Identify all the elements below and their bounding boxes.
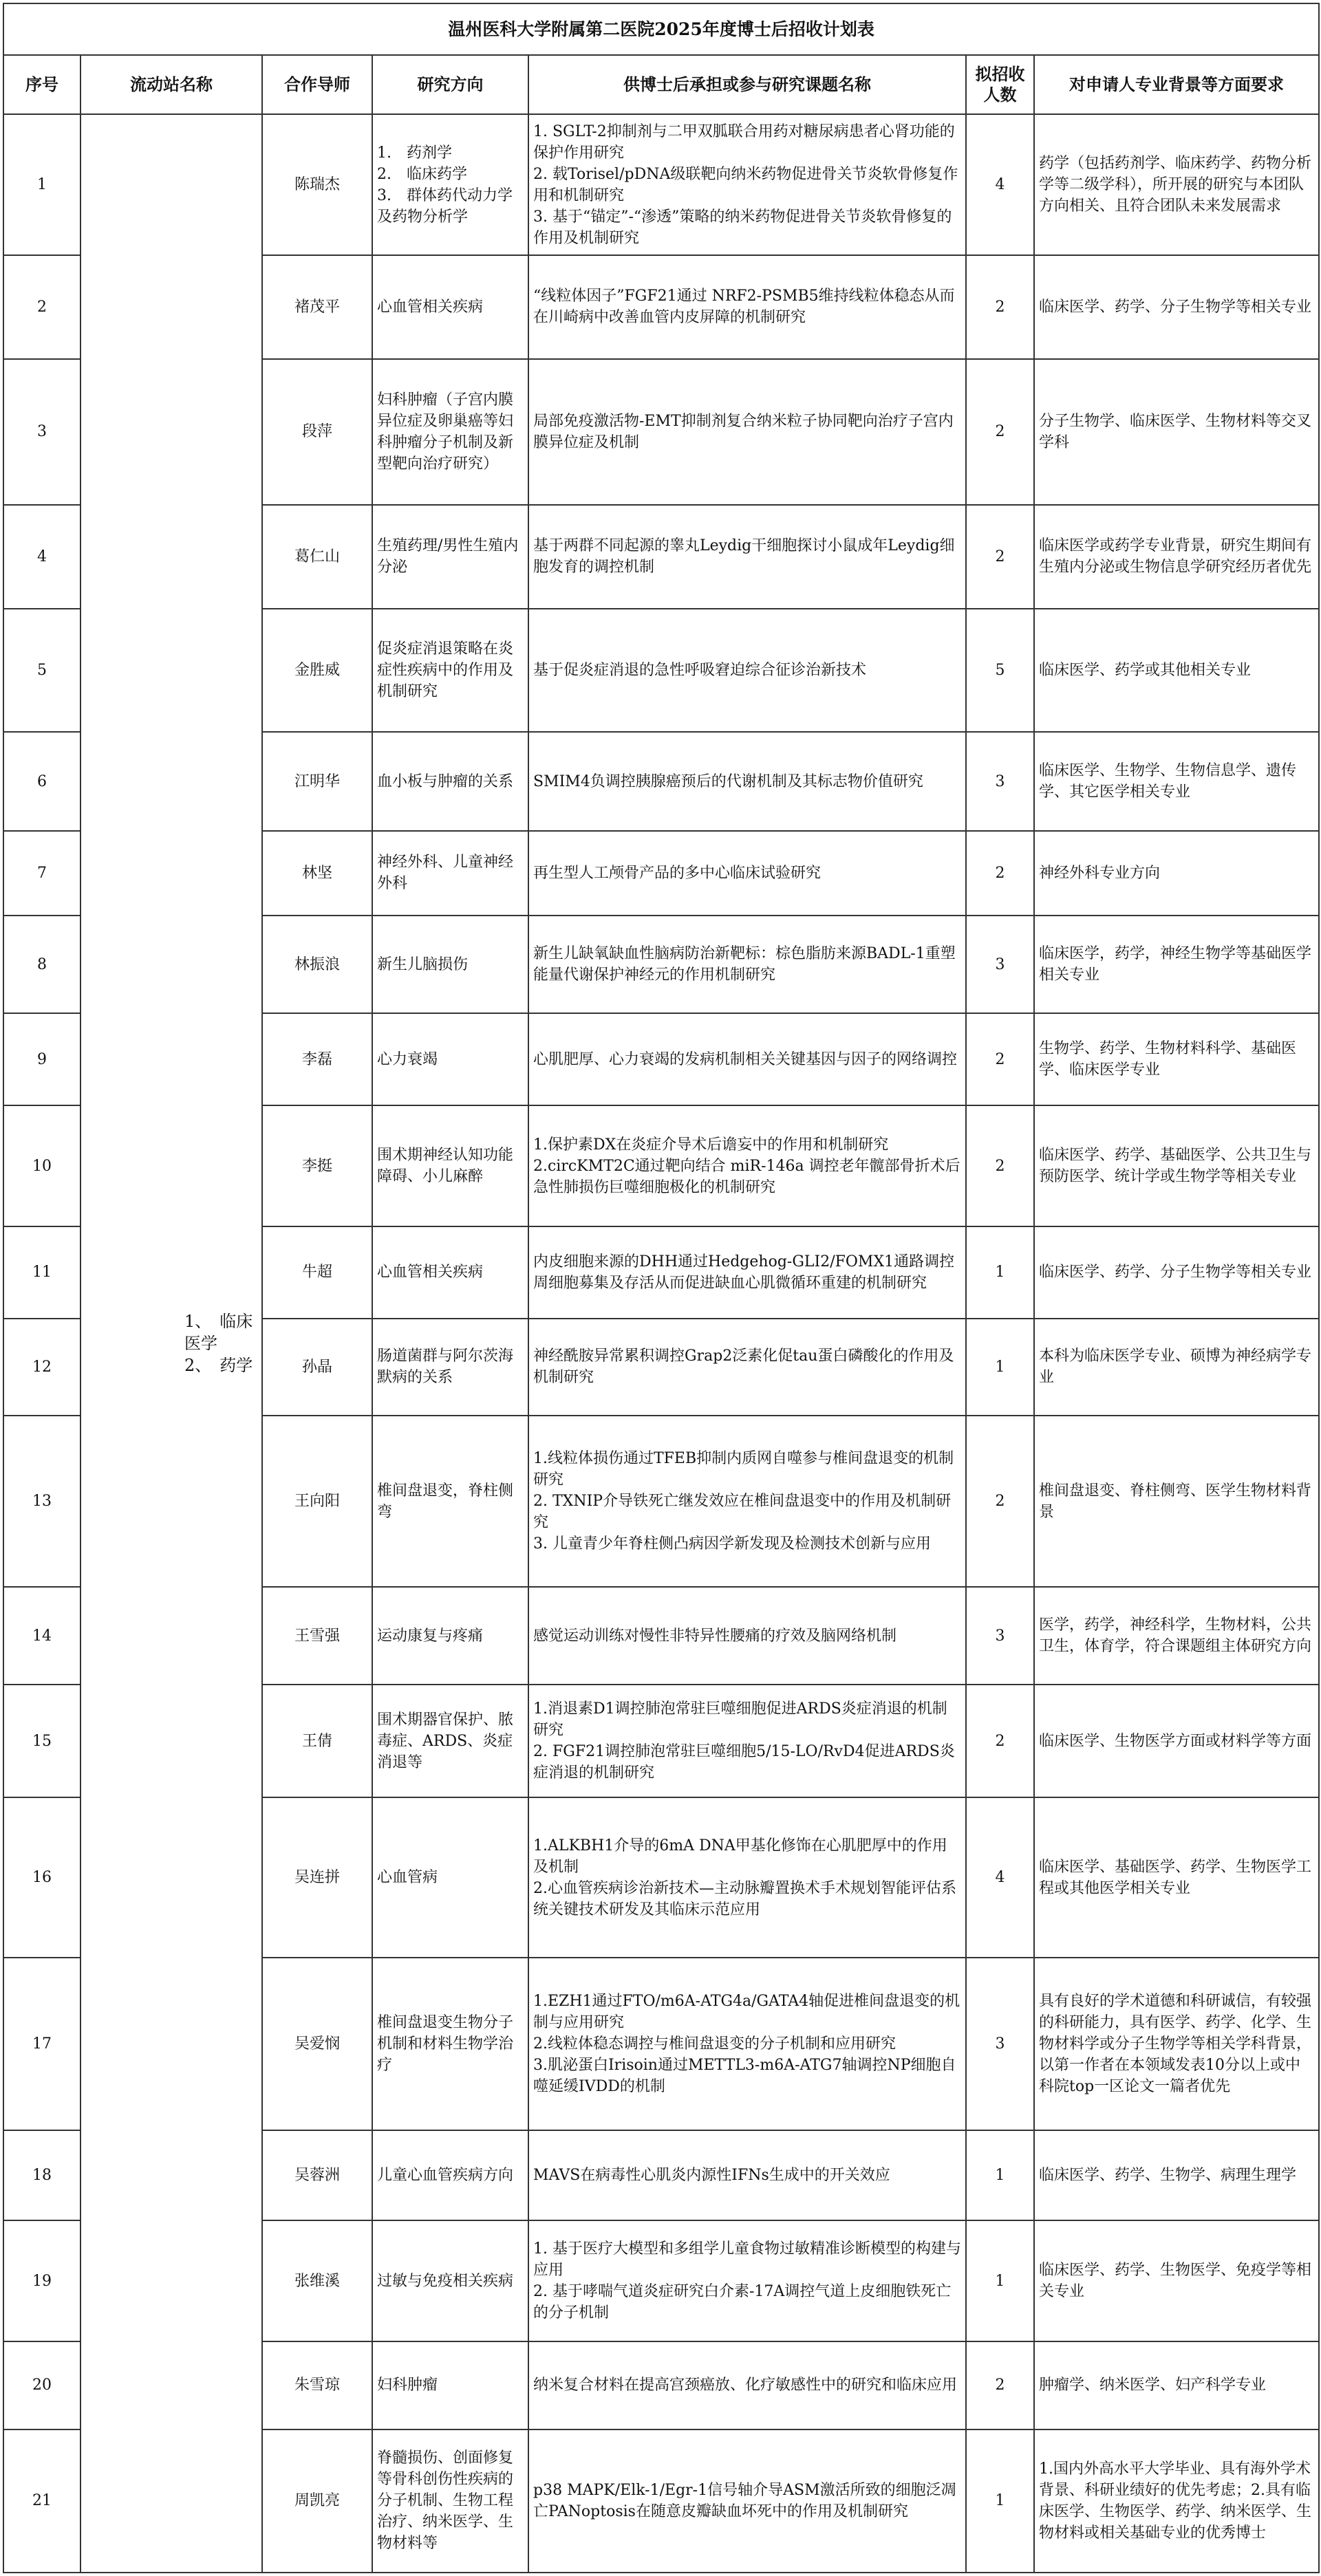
row-direction <box>372 1797 528 1957</box>
project-line: 1.消退素D1调控肺泡常驻巨噬细胞促进ARDS炎症消退的机制研究 <box>533 1700 947 1740</box>
row-seq: 5 <box>3 609 80 733</box>
row-quota: 1 <box>966 1226 1034 1319</box>
row-tutor: 褚茂平 <box>262 255 372 359</box>
row-seq: 15 <box>3 1685 80 1797</box>
row-projects <box>528 255 966 359</box>
project-line: 2. FGF21调控肺泡常驻巨噬细胞5/15-LO/RvD4促进ARDS炎症消退的机制研究 <box>533 1743 955 1782</box>
row-quota: 2 <box>966 1685 1034 1797</box>
direction-line: 脊髓损伤、创面修复等骨科创伤性疾病的分子机制、生物工程治疗、纳米医学、生物材料等 <box>377 2449 514 2553</box>
row-requirements: 临床医学、药学、生物医学、免疫学等相关专业 <box>1034 2220 1319 2341</box>
row-quota: 1 <box>966 2130 1034 2221</box>
row-requirements: 临床医学、药学、生物学、病理生理学 <box>1034 2130 1319 2221</box>
row-direction <box>372 1958 528 2130</box>
direction-line: 心血管相关疾病 <box>377 298 484 316</box>
row-projects <box>528 1226 966 1319</box>
row-seq: 10 <box>3 1105 80 1226</box>
row-seq: 19 <box>3 2220 80 2341</box>
row-direction <box>372 2130 528 2221</box>
row-seq: 21 <box>3 2429 80 2573</box>
project-line: 心肌肥厚、心力衰竭的发病机制相关关键基因与因子的网络调控 <box>533 1050 958 1068</box>
row-tutor: 吴爱悯 <box>262 1958 372 2130</box>
project-line: 1. 基于医疗大模型和多组学儿童食物过敏精准诊断模型的构建与应用 <box>533 2240 961 2280</box>
header-row <box>3 55 1319 114</box>
row-direction <box>372 1319 528 1416</box>
row-direction <box>372 1416 528 1587</box>
project-line: 1.线粒体损伤通过TFEB抑制内质网自噬参与椎间盘退变的机制研究 <box>533 1450 954 1489</box>
row-tutor: 林坚 <box>262 831 372 916</box>
row-tutor: 葛仁山 <box>262 505 372 609</box>
project-line: 局部免疫激活物-EMT抑制剂复合纳米粒子协同靶向治疗子宫内膜异位症及机制 <box>533 412 954 451</box>
row-requirements: 椎间盘退变、脊柱侧弯、医学生物材料背景 <box>1034 1416 1319 1587</box>
direction-line: 妇科肿瘤 <box>377 2377 438 2394</box>
row-direction <box>372 359 528 505</box>
project-line: 2.circKMT2C通过靶向结合 miR-146a 调控老年髋部骨折术后急性肺损伤巨噬细胞极化的机制研究 <box>533 1157 960 1196</box>
row-tutor: 林振浪 <box>262 916 372 1013</box>
row-projects <box>528 1958 966 2130</box>
project-line: 1.EZH1通过FTO/m6A-ATG4a/GATA4轴促进椎间盘退变的机制与应用研究 <box>533 1992 960 2031</box>
row-seq: 11 <box>3 1226 80 1319</box>
row-quota: 2 <box>966 1013 1034 1105</box>
row-direction <box>372 1013 528 1105</box>
row-tutor: 李挺 <box>262 1105 372 1226</box>
direction-line: 椎间盘退变生物分子机制和材料生物学治疗 <box>377 2013 514 2074</box>
row-quota: 1 <box>966 1319 1034 1416</box>
row-quota: 2 <box>966 255 1034 359</box>
direction-line: 新生儿脑损伤 <box>377 955 469 973</box>
row-tutor: 金胜威 <box>262 609 372 733</box>
row-direction <box>372 732 528 830</box>
row-seq: 2 <box>3 255 80 359</box>
project-line: 3. 儿童青少年脊柱侧凸病因学新发现及检测技术创新与应用 <box>533 1535 931 1552</box>
row-requirements: 临床医学、药学、分子生物学等相关专业 <box>1034 1226 1319 1319</box>
station-cell <box>80 114 262 2573</box>
project-line: 纳米复合材料在提高宫颈癌放、化疗敏感性中的研究和临床应用 <box>533 2377 958 2394</box>
direction-line: 心血管病 <box>377 1869 438 1886</box>
direction-line: 过敏与免疫相关疾病 <box>377 2272 514 2290</box>
row-requirements: 临床医学、生物学、生物信息学、遗传学、其它医学相关专业 <box>1034 732 1319 830</box>
direction-line: 妇科肿瘤（子宫内膜异位症及卵巢癌等妇科肿瘤分子机制及新型靶向治疗研究） <box>377 391 514 473</box>
project-line: 基于促炎症消退的急性呼吸窘迫综合征诊治新技术 <box>533 662 867 680</box>
row-requirements: 具有良好的学术道德和科研诚信，有较强的科研能力，具有医学、药学、化学、生物材料学或分子生物学等相关学科背景，以第一作者在本领域发表10分以上或中科院top一区论文一篇者优先 <box>1034 1958 1319 2130</box>
project-line: 2. 载Torisel/pDNA级联靶向纳米药物促进骨关节炎软骨修复作用和机制研究 <box>533 165 958 204</box>
header-requirements: 对申请人专业背景等方面要求 <box>1034 55 1319 114</box>
direction-line: 3. 群体药代动力学及药物分析学 <box>377 186 513 226</box>
project-line: “线粒体因子”FGF21通过 NRF2-PSMB5维持线粒体稳态从而在川崎病中改善血管内皮屏障的机制研究 <box>533 288 955 327</box>
direction-line: 生殖药理/男性生殖内分泌 <box>377 537 519 576</box>
project-line: 1. SGLT-2抑制剂与二甲双胍联合用药对糖尿病患者心肾功能的保护作用研究 <box>533 122 955 162</box>
row-projects <box>528 609 966 733</box>
row-seq: 17 <box>3 1958 80 2130</box>
row-tutor: 王雪强 <box>262 1587 372 1685</box>
row-direction <box>372 114 528 255</box>
row-tutor: 周凯亮 <box>262 2429 372 2573</box>
station-name: 1、 临床医学 <box>184 1312 253 1354</box>
row-direction <box>372 1685 528 1797</box>
row-requirements: 临床医学、药学、基础医学、公共卫生与预防医学、统计学或生物学等相关专业 <box>1034 1105 1319 1226</box>
row-seq: 1 <box>3 114 80 255</box>
row-projects <box>528 359 966 505</box>
row-seq: 4 <box>3 505 80 609</box>
row-seq: 3 <box>3 359 80 505</box>
row-projects <box>528 732 966 830</box>
project-line: 2. TXNIP介导铁死亡继发效应在椎间盘退变中的作用及机制研究 <box>533 1493 952 1531</box>
row-tutor: 吴蓉洲 <box>262 2130 372 2221</box>
project-line: 2.心血管疾病诊治新技术—主动脉瓣置换术手术规划智能评估系统关键技术研发及其临床示范应用 <box>533 1879 956 1918</box>
header-tutor: 合作导师 <box>262 55 372 114</box>
project-line: 感觉运动训练对慢性非特异性腰痛的疗效及脑网络机制 <box>533 1627 897 1645</box>
project-line: 再生型人工颅骨产品的多中心临床试验研究 <box>533 864 821 882</box>
row-projects <box>528 1013 966 1105</box>
project-line: 2.线粒体稳态调控与椎间盘退变的分子机制和应用研究 <box>533 2035 896 2053</box>
direction-line: 运动康复与疼痛 <box>377 1627 484 1645</box>
row-seq: 6 <box>3 732 80 830</box>
direction-line: 2. 临床药学 <box>377 165 467 183</box>
header-projects: 供博士后承担或参与研究课题名称 <box>528 55 966 114</box>
row-requirements: 神经外科专业方向 <box>1034 831 1319 916</box>
row-projects <box>528 2130 966 2221</box>
direction-line: 血小板与肿瘤的关系 <box>377 772 514 790</box>
header-seq: 序号 <box>3 55 80 114</box>
direction-line: 围术期神经认知功能障碍、小儿麻醉 <box>377 1147 514 1186</box>
row-seq: 8 <box>3 916 80 1013</box>
row-direction <box>372 255 528 359</box>
project-line: 1.保护素DX在炎症介导术后谵妄中的作用和机制研究 <box>533 1136 889 1154</box>
row-requirements: 本科为临床医学专业、硕博为神经病学专业 <box>1034 1319 1319 1416</box>
row-seq: 20 <box>3 2341 80 2429</box>
row-direction <box>372 2341 528 2429</box>
row-projects <box>528 1797 966 1957</box>
direction-line: 促炎症消退策略在炎症性疾病中的作用及机制研究 <box>377 640 514 701</box>
row-direction <box>372 2429 528 2573</box>
project-line: 2. 基于哮喘气道炎症研究白介素-17A调控气道上皮细胞铁死亡的分子机制 <box>533 2283 952 2322</box>
row-quota: 2 <box>966 1416 1034 1587</box>
row-projects <box>528 114 966 255</box>
header-direction: 研究方向 <box>372 55 528 114</box>
direction-line: 神经外科、儿童神经外科 <box>377 854 514 893</box>
row-quota: 5 <box>966 609 1034 733</box>
row-projects <box>528 831 966 916</box>
row-quota: 1 <box>966 2220 1034 2341</box>
row-requirements: 临床医学、基础医学、药学、生物医学工程或其他医学相关专业 <box>1034 1797 1319 1957</box>
project-line: 内皮细胞来源的DHH通过Hedgehog-GLI2/FOMX1通路调控周细胞募集及存活从而促进缺血心肌微循环重建的机制研究 <box>533 1253 955 1292</box>
row-seq: 7 <box>3 831 80 916</box>
row-tutor: 孙晶 <box>262 1319 372 1416</box>
row-requirements: 分子生物学、临床医学、生物材料等交叉学科 <box>1034 359 1319 505</box>
row-projects <box>528 1685 966 1797</box>
row-requirements: 临床医学、药学、分子生物学等相关专业 <box>1034 255 1319 359</box>
direction-line: 心血管相关疾病 <box>377 1264 484 1281</box>
direction-line: 椎间盘退变，脊柱侧弯 <box>377 1482 514 1521</box>
direction-line: 围术期器官保护、脓毒症、ARDS、炎症消退等 <box>377 1711 514 1771</box>
row-requirements: 生物学、药学、生物材料科学、基础医学、临床医学专业 <box>1034 1013 1319 1105</box>
project-line: 3.肌泌蛋白Irisoin通过METTL3-m6A-ATG7轴调控NP细胞自噬延缓IVDD的机制 <box>533 2056 956 2095</box>
row-quota: 2 <box>966 359 1034 505</box>
row-tutor: 朱雪琼 <box>262 2341 372 2429</box>
row-quota: 3 <box>966 916 1034 1013</box>
project-line: MAVS在病毒性心肌炎内源性IFNs生成中的开关效应 <box>533 2167 890 2184</box>
row-direction <box>372 1226 528 1319</box>
row-quota: 3 <box>966 1587 1034 1685</box>
row-projects <box>528 1416 966 1587</box>
project-line: SMIM4负调控胰腺癌预后的代谢机制及其标志物价值研究 <box>533 772 923 790</box>
direction-line: 肠道菌群与阿尔茨海默病的关系 <box>377 1347 514 1387</box>
row-requirements: 临床医学或药学专业背景，研究生期间有生殖内分泌或生物信息学研究经历者优先 <box>1034 505 1319 609</box>
row-projects <box>528 1319 966 1416</box>
row-direction <box>372 609 528 733</box>
row-quota: 2 <box>966 831 1034 916</box>
row-tutor: 吴连拼 <box>262 1797 372 1957</box>
row-seq: 9 <box>3 1013 80 1105</box>
table-row <box>3 114 1319 255</box>
row-quota: 4 <box>966 1797 1034 1957</box>
row-tutor: 李磊 <box>262 1013 372 1105</box>
recruitment-plan-table <box>3 3 1320 2573</box>
row-seq: 13 <box>3 1416 80 1587</box>
row-tutor: 牛超 <box>262 1226 372 1319</box>
header-station: 流动站名称 <box>80 55 262 114</box>
row-projects <box>528 2429 966 2573</box>
row-tutor: 段萍 <box>262 359 372 505</box>
row-requirements: 1.国内外高水平大学毕业、具有海外学术背景、科研业绩好的优先考虑；2.具有临床医学、生物医学、药学、纳米医学、生物材料或相关基础专业的优秀博士 <box>1034 2429 1319 2573</box>
row-direction <box>372 1587 528 1685</box>
project-line: 神经酰胺异常累积调控Grap2泛素化促tau蛋白磷酸化的作用及机制研究 <box>533 1347 954 1387</box>
row-tutor: 陈瑞杰 <box>262 114 372 255</box>
project-line: p38 MAPK/Elk-1/Egr-1信号轴介导ASM激活所致的细胞泛凋亡PANoptosis在随意皮瓣缺血坏死中的作用及机制研究 <box>533 2481 956 2520</box>
row-tutor: 江明华 <box>262 732 372 830</box>
row-projects <box>528 1587 966 1685</box>
row-direction <box>372 831 528 916</box>
direction-line: 儿童心血管疾病方向 <box>377 2167 514 2184</box>
row-direction <box>372 505 528 609</box>
row-quota: 2 <box>966 2341 1034 2429</box>
row-projects <box>528 1105 966 1226</box>
row-seq: 18 <box>3 2130 80 2221</box>
row-requirements: 医学，药学，神经科学，生物材料，公共卫生，体育学，符合课题组主体研究方向 <box>1034 1587 1319 1685</box>
project-line: 新生儿缺氧缺血性脑病防治新靶标：棕色脂肪来源BADL-1重塑能量代谢保护神经元的作用机制研究 <box>533 945 956 984</box>
row-projects <box>528 2220 966 2341</box>
row-direction <box>372 1105 528 1226</box>
row-requirements: 肿瘤学、纳米医学、妇产科学专业 <box>1034 2341 1319 2429</box>
row-projects <box>528 916 966 1013</box>
row-seq: 12 <box>3 1319 80 1416</box>
header-quota: 拟招收人数 <box>966 55 1034 114</box>
row-tutor: 张维溪 <box>262 2220 372 2341</box>
project-line: 1.ALKBH1介导的6mA DNA甲基化修饰在心肌肥厚中的作用及机制 <box>533 1837 947 1876</box>
row-tutor: 王倩 <box>262 1685 372 1797</box>
table-title: 温州医科大学附属第二医院2025年度博士后招收计划表 <box>3 3 1319 55</box>
row-quota: 3 <box>966 732 1034 830</box>
row-quota: 1 <box>966 2429 1034 2573</box>
title-row <box>3 3 1319 55</box>
project-line: 基于两群不同起源的睾丸Leydig干细胞探讨小鼠成年Leydig细胞发育的调控机制 <box>533 537 955 576</box>
row-seq: 16 <box>3 1797 80 1957</box>
direction-line: 1. 药剂学 <box>377 144 452 162</box>
row-tutor: 王向阳 <box>262 1416 372 1587</box>
row-quota: 3 <box>966 1958 1034 2130</box>
row-quota: 4 <box>966 114 1034 255</box>
direction-line: 心力衰竭 <box>377 1050 438 1068</box>
project-line: 3. 基于“锚定”-“渗透”策略的纳米药物促进骨关节炎软骨修复的作用及机制研究 <box>533 208 952 247</box>
row-projects <box>528 2341 966 2429</box>
row-direction <box>372 2220 528 2341</box>
row-projects <box>528 505 966 609</box>
row-seq: 14 <box>3 1587 80 1685</box>
row-direction <box>372 916 528 1013</box>
row-quota: 2 <box>966 505 1034 609</box>
row-requirements: 临床医学、生物医学方面或材料学等方面 <box>1034 1685 1319 1797</box>
row-requirements: 药学（包括药剂学、临床药学、药物分析学等二级学科），所开展的研究与本团队方向相关、且符合团队未来发展需求 <box>1034 114 1319 255</box>
row-requirements: 临床医学、药学或其他相关专业 <box>1034 609 1319 733</box>
row-requirements: 临床医学，药学，神经生物学等基础医学相关专业 <box>1034 916 1319 1013</box>
station-name: 2、 药学 <box>184 1356 253 1376</box>
row-quota: 2 <box>966 1105 1034 1226</box>
